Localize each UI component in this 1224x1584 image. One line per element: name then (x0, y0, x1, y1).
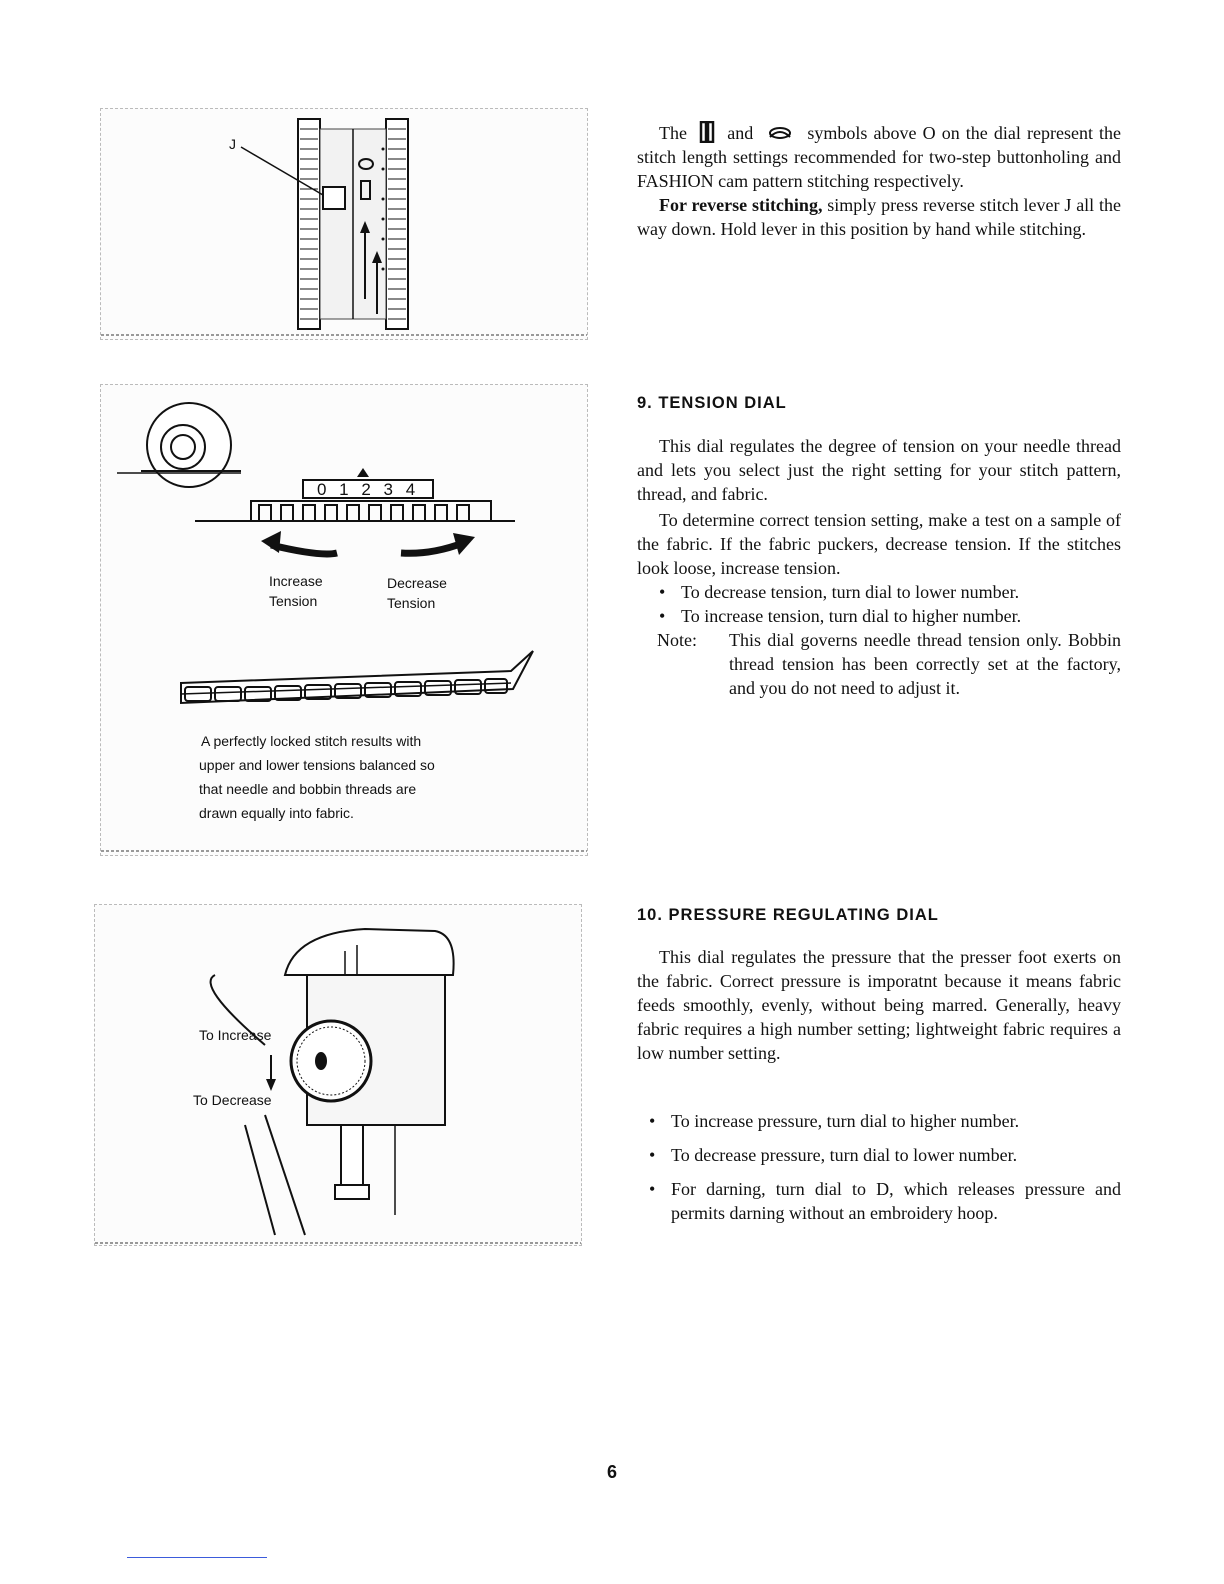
dial-numbers: 0 1 2 3 4 (317, 480, 420, 499)
increase-label: Increase (269, 573, 323, 589)
footer-rule (127, 1557, 267, 1558)
to-increase-label: To Increase (199, 1027, 272, 1043)
tension-bullet-decrease: • To decrease tension, turn dial to lower number. (659, 582, 1020, 602)
figure-tension-dial (100, 384, 588, 856)
decrease-tension-label: Tension (387, 595, 436, 611)
tension-dial-heading: 9. TENSION DIAL (637, 394, 787, 412)
increase-tension-label: Tension (269, 593, 318, 609)
figure-stitch-length-dial (100, 108, 588, 340)
pressure-paragraph-1: This dial regulates the pressure that the presser foot exerts on the fabric. Correct pressure is imporatnt because it means fabric feeds smoothly, evenly, without being marred. Generally, heavy fabric requires a high number setting; lightweight fabric requires a low number setting. (637, 947, 1121, 1063)
intro-paragraph-1: The and symbols above O on the dial represent the stitch length settings recommended for two-step buttonholing and FASHION cam pattern stitching respectively. (637, 123, 1122, 191)
pressure-bullet-decrease: • To decrease pressure, turn dial to lower number. (649, 1145, 1018, 1165)
pressure-dial-heading: 10. PRESSURE REGULATING DIAL (637, 906, 939, 924)
tension-bullet-increase: • To increase tension, turn dial to higher number. (659, 606, 1022, 626)
caption-line-2: upper and lower tensions balanced so (199, 757, 435, 773)
caption-line-1: A perfectly locked stitch results with (201, 733, 422, 749)
decrease-label: Decrease (387, 575, 447, 591)
caption-line-4: drawn equally into fabric. (199, 805, 354, 821)
label-j: J (229, 136, 236, 152)
note-text: This dial governs needle thread tension only. Bobbin thread tension has been correctly set at the factory, and you do not need to adjust it. (729, 630, 1121, 698)
intro-paragraph-2: For reverse stitching, simply press reverse stitch lever J all the way down. Hold lever in this position by hand while stitching. (637, 195, 1121, 239)
to-decrease-label: To Decrease (193, 1092, 272, 1108)
pressure-dial-text (637, 945, 1121, 1235)
intro-text (637, 121, 1121, 241)
tension-dial-text (637, 434, 1121, 700)
tension-paragraph-1: This dial regulates the degree of tension on your needle thread and lets you select just the right setting for your stitch pattern, thread, and fabric. (637, 436, 1121, 504)
tension-note (637, 628, 1121, 700)
fashion-cam-symbol-icon (767, 125, 793, 141)
figure-pressure-dial (94, 904, 582, 1246)
buttonhole-symbol-icon (699, 121, 715, 143)
caption-line-3: that needle and bobbin threads are (199, 781, 417, 797)
pressure-bullet-increase: • To increase pressure, turn dial to higher number. (649, 1111, 1020, 1131)
note-label: Note: (657, 630, 697, 650)
tension-paragraph-2: To determine correct tension setting, make a test on a sample of the fabric. If the fabric puckers, decrease tension. If the stitches look loose, increase tension. (637, 510, 1121, 578)
pressure-bullet-darning: • For darning, turn dial to D, which releases pressure and permits darning without an embroidery hoop. (649, 1179, 1121, 1223)
page-number: 6 (606, 1462, 617, 1482)
